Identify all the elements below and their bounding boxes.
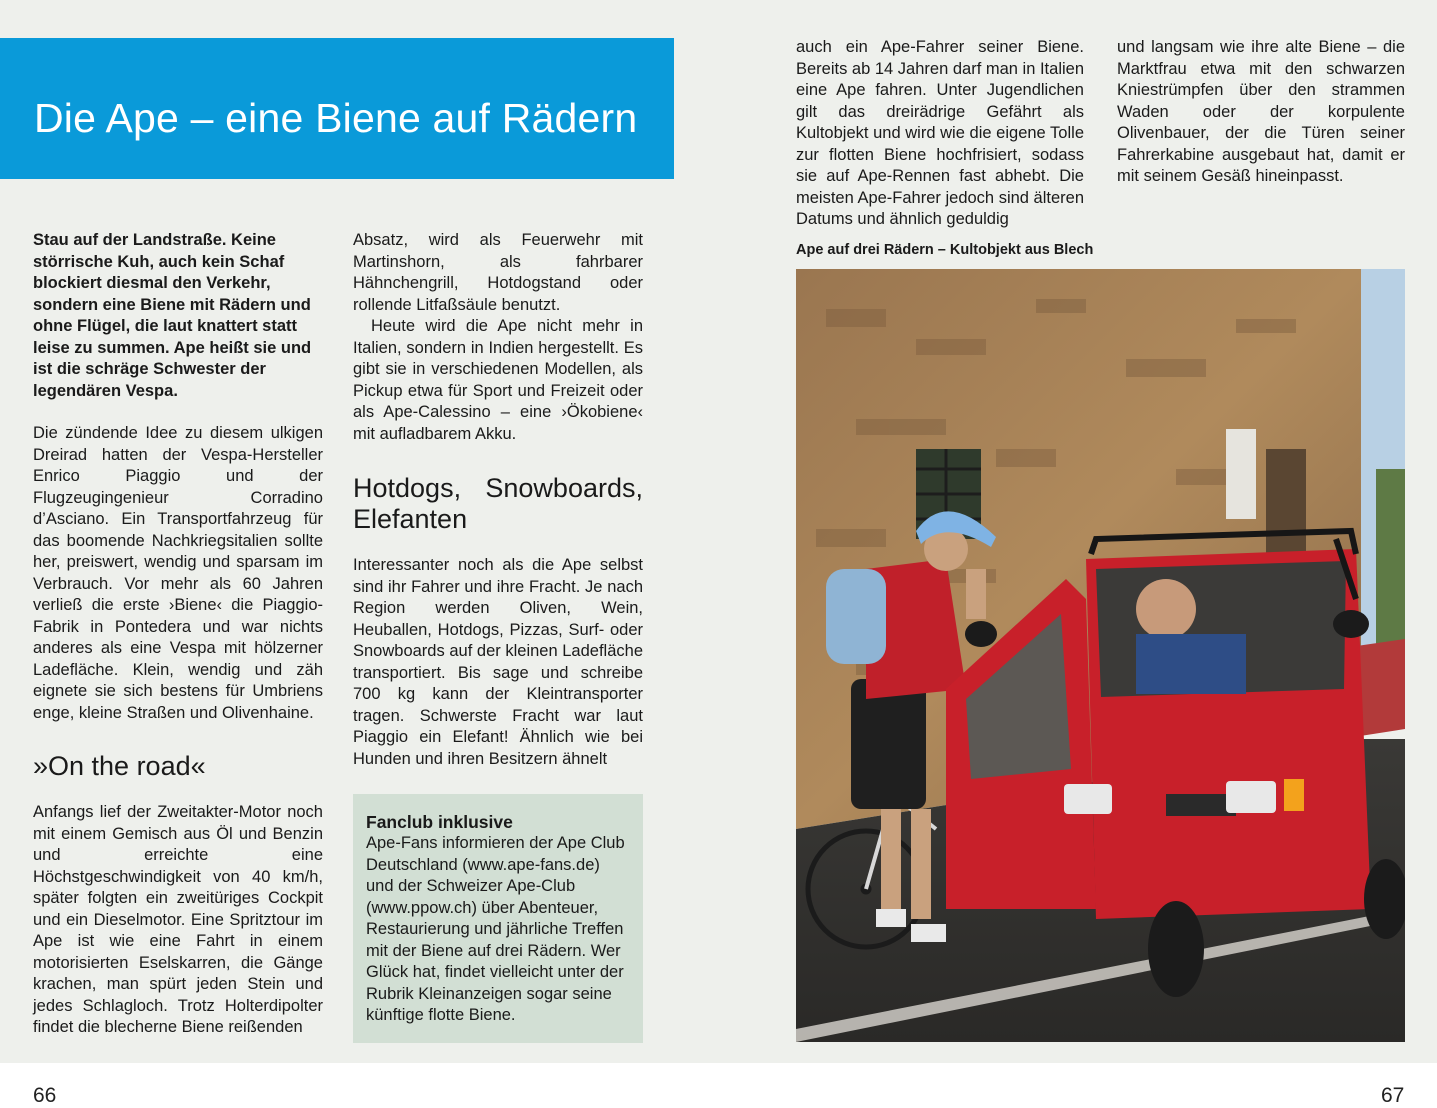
right-page-column-2 [1117,37,1405,188]
left-page-column-1 [33,230,323,1039]
body-paragraph: Anfangs lief der Zweitakter-Motor noch mit einem Gemisch aus Öl und Benzin und erreichte eine Höchstgeschwindigkeit von 40 km/h, später folgten ein zweitüriges Cockpit und ein Dieselmotor. Eine Spritztour im Ape ist wie eine Fahrt in einem motorisierten Eselskarren, die Gänge krachen, man spürt jeden Stein und jedes Schlagloch. Trotz Holterdipolter findet die blecherne Biene reißenden [33,803,323,1036]
body-paragraph: Die zündende Idee zu diesem ulkigen Dreirad hatten der Vespa-Hersteller Enrico Piaggio und der Flugzeugingenieur Corradino d’Asciano. Ein Transportfahrzeug für das boomende Nachkriegsitalien sollte her, preiswert, wendig und sparsam im Verbrauch. Vor mehr als 60 Jahren verließ die erste ›Biene‹ die Piaggio-Fabrik in Pontedera und war nichts anderes als eine Vespa mit hölzerner Ladefläche. Klein, wendig und zäh eignete sie sich bestens für Umbriens enge, kleine Straßen und Olivenhaine. [33,424,323,722]
fanclub-infobox [353,794,643,1043]
photo-caption: Ape auf drei Rädern – Kultobjekt aus Blech [796,242,1094,258]
page-title: Die Ape – eine Biene auf Rädern [34,95,638,141]
body-paragraph: Heute wird die Ape nicht mehr in Italien, sondern in Indien hergestellt. Es gibt sie in verschiedenen Modellen, als Pickup etwa für Sport und Freizeit oder als Ape-Calessino – eine ›Ökobiene‹ mit aufladbarem Akku. [353,317,643,443]
body-paragraph: Interessanter noch als die Ape selbst sind ihr Fahrer und ihre Fracht. Je nach Region werden Oliven, Wein, Heuballen, Hotdogs, Pizzas, Surf- oder Snowboards auf der kleinen Ladefläche transportiert. Bis sage und schreibe 700 kg kann der Kleintransporter tragen. Schwerste Fracht war laut Piaggio ein Elefant! Ähnlich wie bei Hunden und ihren Besitzern ähnelt [353,556,643,768]
body-paragraph: Absatz, wird als Feuerwehr mit Martinshorn, als fahrbarer Hähnchengrill, Hotdogstand oder rollende Litfaßsäule benutzt. [353,231,643,314]
infobox-text: Ape-Fans informieren der Ape Club Deutschland (www.ape-fans.de) und der Schweizer Ape-Club (www.ppow.ch) über Abenteuer, Restaurierung und jährliche Treffen mit der Biene auf drei Rädern. Wer Glück hat, findet vielleicht unter der Rubrik Kleinanzeigen sogar seine künftige flotte Biene. [366,834,625,1024]
ape-photo-illustration [796,269,1405,1042]
section-heading-hotdogs: Hotdogs, Snowboards, Elefanten [353,473,643,534]
body-paragraph: auch ein Ape-Fahrer seiner Biene. Bereits ab 14 Jahren darf man in Italien eine Ape fahren. Unter Jugendlichen gilt das dreirädrige Gefährt als Kultobjekt und wird wie die eigene Tolle zur flotten Biene hochfrisiert, sodass sie auf Ape-Rennen fast abhebt. Die meisten Ape-Fahrer jedoch sind älteren Datums und ähnlich geduldig [796,38,1085,228]
title-band [0,38,674,179]
section-heading-on-the-road: »On the road« [33,751,206,781]
page-number-right: 67 [1381,1084,1405,1107]
lead-paragraph: Stau auf der Landstraße. Keine störrische Kuh, auch kein Schaf blockiert diesmal den Verkehr, sondern eine Biene mit Rädern und ohne Flügel, die laut knattert statt leise zu summen. Ape heißt sie und ist die schräge Schwester der legendären Vespa. [33,231,312,400]
page-footer-band [0,1063,1437,1108]
right-page-column-1 [796,37,1084,231]
infobox-title: Fanclub inklusive [366,812,513,832]
ape-photo [796,269,1405,1042]
body-paragraph: und langsam wie ihre alte Biene – die Marktfrau etwa mit den schwarzen Kniestrümpfen über den strammen Waden oder der korpulente Olivenbauer, der die Türen seiner Fahrerkabine ausgebaut hat, damit er mit seinem Gesäß hineinpasst. [1117,38,1405,185]
page-number-left: 66 [33,1084,57,1107]
left-page-column-2 [353,230,643,1043]
